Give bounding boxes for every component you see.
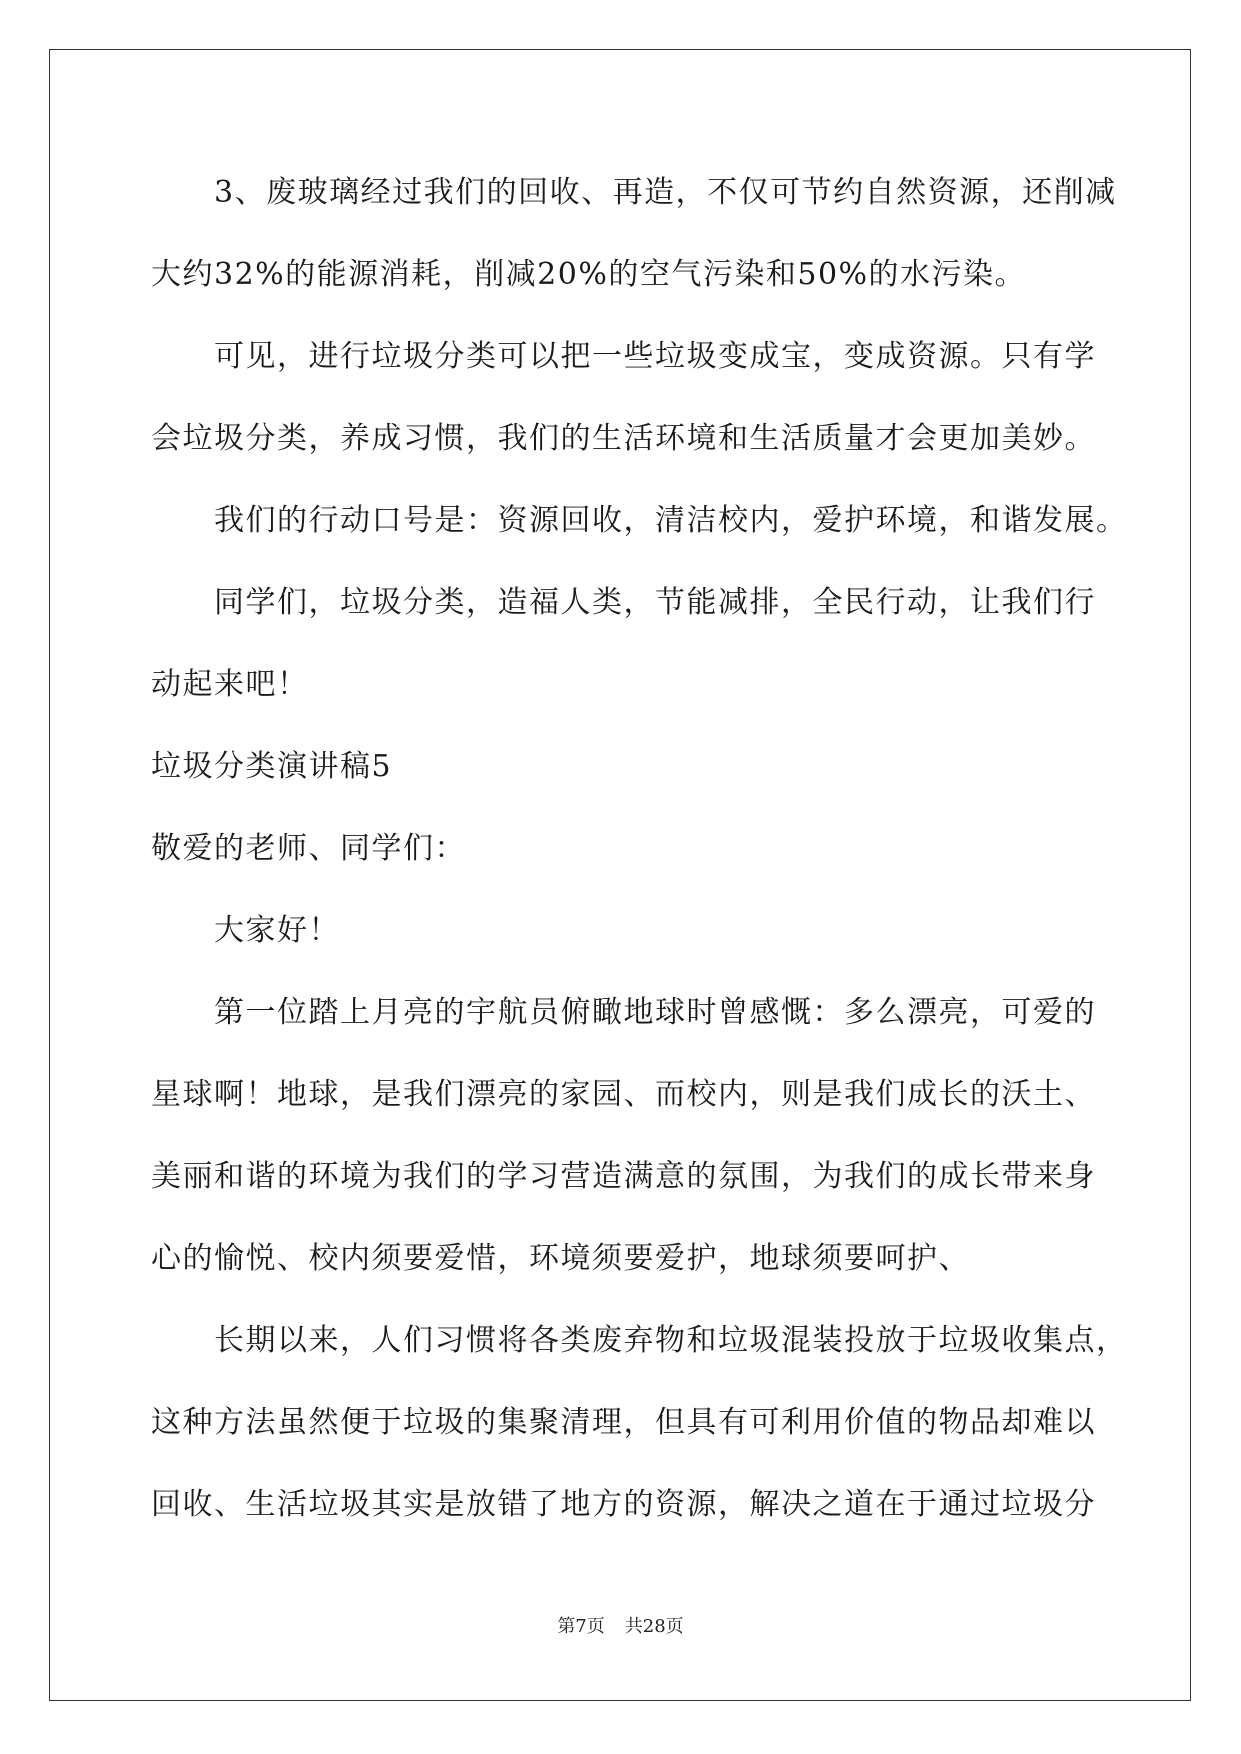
text-line: 大约32%的能源消耗，削减20%的空气污染和50%的水污染。 xyxy=(151,257,1027,292)
text-line: 美丽和谐的环境为我们的学习营造满意的氛围，为我们的成长带来身 xyxy=(151,1159,1096,1194)
page-total: 共28页 xyxy=(624,1616,684,1637)
text-line: 可见，进行垃圾分类可以把一些垃圾变成宝，变成资源。只有学 xyxy=(214,339,1096,374)
text-line: 星球啊！地球，是我们漂亮的家园、而校内，则是我们成长的沃土、 xyxy=(151,1077,1096,1112)
text-line: 这种方法虽然便于垃圾的集聚清理，但具有可利用价值的物品却难以 xyxy=(151,1405,1096,1440)
text-line: 长期以来，人们习惯将各类废弃物和垃圾混装投放于垃圾收集点， xyxy=(214,1323,1128,1358)
text-line: 回收、生活垃圾其实是放错了地方的资源，解决之道在于通过垃圾分 xyxy=(151,1487,1096,1522)
salutation: 敬爱的老师、同学们： xyxy=(151,831,466,866)
text-line: 我们的行动口号是：资源回收，清洁校内，爱护环境，和谐发展。 xyxy=(214,503,1128,538)
text-line: 同学们，垃圾分类，造福人类，节能减排，全民行动，让我们行 xyxy=(214,585,1096,620)
page-footer xyxy=(0,1616,1241,1638)
text-line: 会垃圾分类，养成习惯，我们的生活环境和生活质量才会更加美妙。 xyxy=(151,421,1096,456)
page-number: 第7页 xyxy=(557,1616,605,1637)
text-line: 心的愉悦、校内须要爱惜，环境须要爱护，地球须要呵护、 xyxy=(151,1241,970,1276)
text-line: 第一位踏上月亮的宇航员俯瞰地球时曾感慨：多么漂亮，可爱的 xyxy=(214,995,1096,1030)
text-line: 3、废玻璃经过我们的回收、再造，不仅可节约自然资源，还削减 xyxy=(214,175,1117,210)
document-body xyxy=(151,162,1128,1556)
section-title: 垃圾分类演讲稿5 xyxy=(151,749,393,784)
greeting: 大家好！ xyxy=(214,913,340,948)
text-line: 动起来吧！ xyxy=(151,667,309,702)
